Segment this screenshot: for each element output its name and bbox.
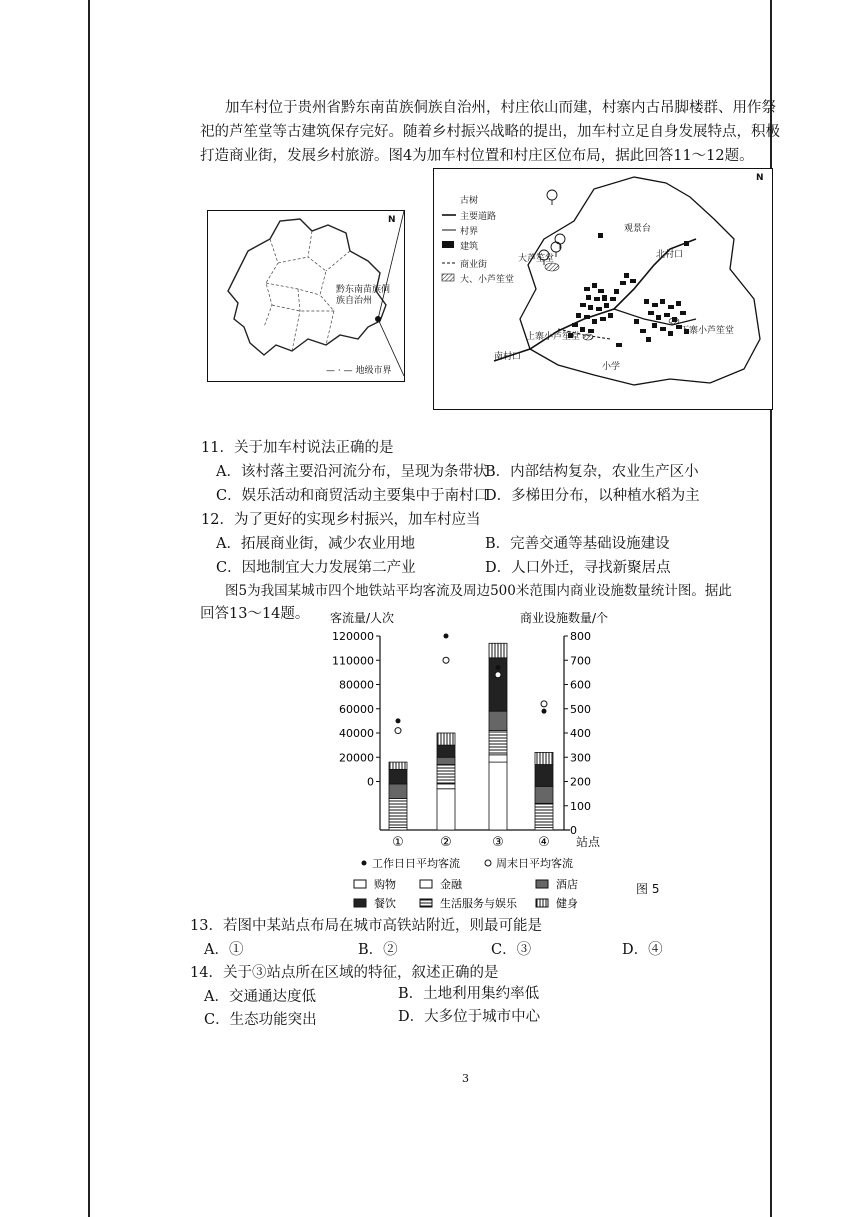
village-layout-map xyxy=(434,169,772,409)
weekend-flow-point xyxy=(541,701,547,707)
place-beicunkou: 北村口 xyxy=(656,250,684,260)
q13-option-a[interactable]: A．① xyxy=(204,942,244,958)
weekend-flow-point xyxy=(495,672,501,678)
left-tick-label: 60000 xyxy=(339,702,374,716)
legend-old-tree: 古树 xyxy=(460,196,479,206)
q12-option-b[interactable]: B．完善交通等基础设施建设 xyxy=(485,536,670,552)
left-tick-label: 40000 xyxy=(339,727,374,740)
legend-commercial-street: 商业街 xyxy=(460,260,488,270)
legend-main-road: 主要道路 xyxy=(460,212,497,222)
bar-segment-金融 xyxy=(489,755,507,762)
place-guanjingtai: 观景台 xyxy=(624,224,652,234)
q13-option-d[interactable]: D．④ xyxy=(622,942,663,958)
q12-option-c[interactable]: C．因地制宜大力发展第二产业 xyxy=(216,560,416,576)
fig5-intro-line-1: 图5为我国某城市四个地铁站平均客流及周边500米范围内商业设施数量统计图。据此 xyxy=(225,583,732,599)
prefecture-label: 黔东南苗族侗族自治州 xyxy=(336,285,391,306)
bar-segment-健身 xyxy=(389,762,407,769)
fig5-intro-line-2: 回答13～14题。 xyxy=(200,606,310,622)
fig5-caption: 图 5 xyxy=(636,882,660,896)
fig5-chart xyxy=(320,608,620,916)
q11-option-b[interactable]: B．内部结构复杂，农业生产区小 xyxy=(485,464,699,480)
legend-hotel: 酒店 xyxy=(556,878,578,891)
right-axis-label: 商业设施数量/个 xyxy=(520,611,609,625)
legend-shopping: 购物 xyxy=(374,878,396,891)
legend-village-boundary: 村界 xyxy=(460,227,479,237)
page-edge-left xyxy=(88,0,90,1217)
right-tick-label: 200 xyxy=(570,775,591,789)
bar-segment-健身 xyxy=(535,752,553,764)
q11-option-c[interactable]: C．娱乐活动和商贸活动主要集中于南村口 xyxy=(216,488,489,504)
bar-segment-购物 xyxy=(437,789,455,830)
intro-line-2: 祀的芦笙堂等古建筑保存完好。随着乡村振兴战略的提出，加车村立足自身发展特点，积极 xyxy=(200,124,780,140)
q14-option-d[interactable]: D．大多位于城市中心 xyxy=(398,1009,541,1025)
q12-stem: 12．为了更好的实现乡村振兴，加车村应当 xyxy=(201,512,481,528)
fig5-chart-svg xyxy=(320,608,620,916)
left-tick-label: 0 xyxy=(367,775,374,789)
legend-life-services: 生活服务与娱乐 xyxy=(440,897,517,910)
legend-workday-flow: 工作日日平均客流 xyxy=(372,857,460,870)
left-tick-label: 80000 xyxy=(339,678,374,692)
bar-segment-酒店 xyxy=(437,757,455,764)
q11-option-d[interactable]: D．多梯田分布，以种植水稻为主 xyxy=(485,488,700,504)
legend-fitness: 健身 xyxy=(556,897,578,910)
workday-flow-point xyxy=(444,634,449,639)
left-axis-label: 客流量/人次 xyxy=(330,611,395,625)
right-tick-label: 800 xyxy=(570,630,591,643)
x-category-label: ③ xyxy=(492,835,504,850)
north-arrow-icon: N xyxy=(756,173,764,183)
bar-segment-餐饮 xyxy=(437,745,455,757)
boundary-legend: — · — 地级市界 xyxy=(326,366,392,376)
x-axis-label: 站点 xyxy=(576,835,601,849)
place-shangzhai-lusheng-hall: 上寨小芦笙堂 xyxy=(526,332,581,342)
left-tick-label: 110000 xyxy=(332,654,374,668)
q12-option-d[interactable]: D．人口外迁，寻找新聚居点 xyxy=(485,560,671,576)
right-tick-label: 600 xyxy=(570,678,591,692)
bar-segment-酒店 xyxy=(389,784,407,799)
intro-line-3: 打造商业街，发展乡村旅游。图4为加车村位置和村庄区位布局，据此回答11～12题。 xyxy=(200,148,754,164)
bar-segment-健身 xyxy=(437,733,455,745)
bar-segment-金融 xyxy=(437,784,455,789)
workday-flow-point xyxy=(396,718,401,723)
q13-option-c[interactable]: C．③ xyxy=(491,942,532,958)
bar-segment-酒店 xyxy=(535,786,553,803)
right-tick-label: 100 xyxy=(570,799,591,813)
intro-line-1: 加车村位于贵州省黔东南苗族侗族自治州，村庄依山而建，村寨内古吊脚楼群、用作祭 xyxy=(225,100,776,116)
bar-segment-生活服务与娱乐 xyxy=(437,765,455,784)
place-da-lusheng-hall: 大芦笙堂 xyxy=(518,254,555,264)
x-category-label: ① xyxy=(392,835,404,850)
legend-finance: 金融 xyxy=(440,878,462,891)
x-category-label: ④ xyxy=(538,835,550,850)
place-nancunkou: 南村口 xyxy=(494,352,522,362)
right-tick-label: 400 xyxy=(570,727,591,740)
q11-stem: 11．关于加车村说法正确的是 xyxy=(201,440,394,456)
left-tick-label: 120000 xyxy=(332,630,374,643)
fig4-right-map xyxy=(433,168,773,410)
q14-option-b[interactable]: B．土地利用集约率低 xyxy=(398,986,540,1002)
legend-building: 建筑 xyxy=(460,242,479,252)
bar-segment-酒店 xyxy=(489,711,507,730)
q13-option-b[interactable]: B．② xyxy=(358,942,398,958)
x-category-label: ② xyxy=(440,835,452,850)
legend-weekend-flow: 周末日平均客流 xyxy=(496,857,573,870)
q11-option-a[interactable]: A．该村落主要沿河流分布，呈现为条带状 xyxy=(216,464,488,480)
place-primary-school: 小学 xyxy=(602,362,621,372)
right-tick-label: 300 xyxy=(570,751,591,765)
bar-segment-健身 xyxy=(489,643,507,658)
q14-option-c[interactable]: C．生态功能突出 xyxy=(204,1012,317,1028)
bar-segment-餐饮 xyxy=(535,765,553,787)
bar-segment-生活服务与娱乐 xyxy=(389,798,407,827)
workday-flow-point xyxy=(496,665,501,670)
weekend-flow-point xyxy=(443,657,449,663)
bar-segment-生活服务与娱乐 xyxy=(535,803,553,827)
legend-catering: 餐饮 xyxy=(374,897,396,910)
bar-segment-餐饮 xyxy=(389,769,407,784)
right-tick-label: 0 xyxy=(570,824,577,837)
page-number: 3 xyxy=(462,1072,469,1085)
bar-segment-生活服务与娱乐 xyxy=(489,731,507,755)
q14-stem: 14．关于③站点所在区域的特征，叙述正确的是 xyxy=(190,965,499,981)
right-tick-label: 700 xyxy=(570,654,591,668)
fig4-left-map xyxy=(207,210,405,382)
right-tick-label: 500 xyxy=(570,702,591,716)
q12-option-a[interactable]: A．拓展商业街，减少农业用地 xyxy=(216,536,415,552)
place-xiazhai-lusheng-hall: 下寨小芦笙堂 xyxy=(680,326,735,336)
left-tick-label: 20000 xyxy=(339,751,374,765)
q14-option-a[interactable]: A．交通通达度低 xyxy=(204,989,316,1005)
bar-segment-购物 xyxy=(489,762,507,830)
legend-lusheng-hall: 大、小芦笙堂 xyxy=(460,275,515,285)
workday-flow-point xyxy=(542,709,547,714)
north-arrow-icon: N xyxy=(388,215,396,225)
weekend-flow-point xyxy=(395,728,401,734)
q13-stem: 13．若图中某站点布局在城市高铁站附近，则最可能是 xyxy=(190,918,542,934)
